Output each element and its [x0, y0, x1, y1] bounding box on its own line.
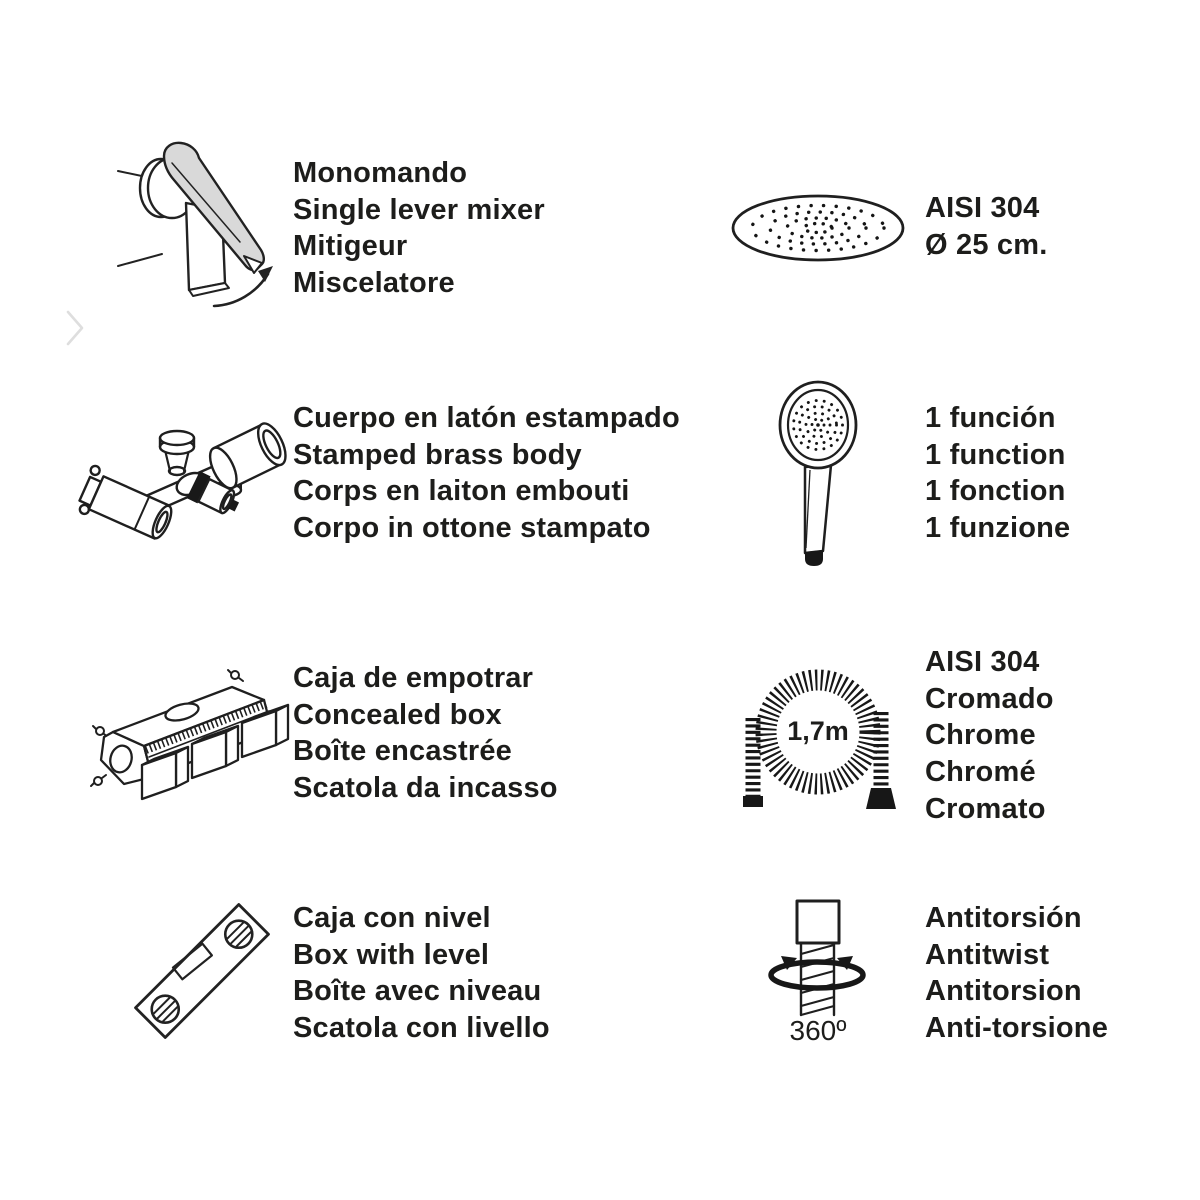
- label-line: 1 función: [925, 402, 1056, 434]
- label-line: Caja de empotrar: [293, 662, 534, 694]
- label-line: Antitorsión: [925, 902, 1082, 934]
- hand-shower-icon: [768, 378, 868, 570]
- feature-labels: [925, 400, 1070, 547]
- faint-chevron-right-icon[interactable]: [64, 308, 88, 348]
- label-line: Monomando: [293, 157, 468, 189]
- label-line: Chromé: [925, 756, 1036, 789]
- hose-length-label: 1,7m: [787, 716, 849, 746]
- label-line: Single lever mixer: [293, 193, 545, 226]
- feature-labels: [293, 155, 545, 302]
- feature-labels: [925, 900, 1108, 1047]
- label-line: Boîte avec niveau: [293, 975, 542, 1008]
- feature-labels: [925, 190, 1048, 263]
- label-line: Chrome: [925, 719, 1036, 752]
- rotation-degrees-label: 360º: [789, 1015, 847, 1046]
- rain-shower-head-icon: [725, 188, 915, 273]
- label-line: Corps en laiton embouti: [293, 475, 630, 508]
- anti-twist-360-icon: [755, 896, 885, 1026]
- label-line: Ø 25 cm.: [925, 228, 1048, 261]
- brass-valve-body-icon: [78, 405, 313, 560]
- label-line: Corpo in ottone stampato: [293, 512, 651, 545]
- label-line: Stamped brass body: [293, 438, 582, 471]
- label-line: Anti-torsione: [925, 1012, 1109, 1045]
- label-line: 1 funzione: [925, 512, 1071, 545]
- lever-handle-icon: [110, 135, 290, 320]
- concealed-box-icon: [80, 655, 320, 810]
- feature-labels: [293, 400, 680, 547]
- label-line: AISI 304: [925, 646, 1040, 678]
- label-line: Caja con nivel: [293, 902, 491, 934]
- label-line: Cromato: [925, 792, 1046, 825]
- spirit-level-icon: [85, 880, 285, 1065]
- feature-labels: [925, 644, 1054, 828]
- label-line: Mitigeur: [293, 230, 408, 263]
- label-line: Boîte encastrée: [293, 735, 512, 768]
- label-line: Cuerpo en latón estampado: [293, 402, 680, 434]
- label-line: 1 fonction: [925, 475, 1066, 508]
- label-line: Scatola con livello: [293, 1012, 550, 1045]
- label-line: 1 function: [925, 438, 1066, 471]
- label-line: Cromado: [925, 682, 1054, 715]
- label-line: Box with level: [293, 938, 490, 971]
- feature-labels: [293, 660, 558, 807]
- label-line: Miscelatore: [293, 267, 455, 300]
- label-line: AISI 304: [925, 192, 1040, 224]
- label-line: Scatola da incasso: [293, 772, 558, 805]
- feature-labels: [293, 900, 550, 1047]
- label-line: Antitwist: [925, 938, 1050, 971]
- label-line: Concealed box: [293, 698, 502, 731]
- label-line: Antitorsion: [925, 975, 1082, 1008]
